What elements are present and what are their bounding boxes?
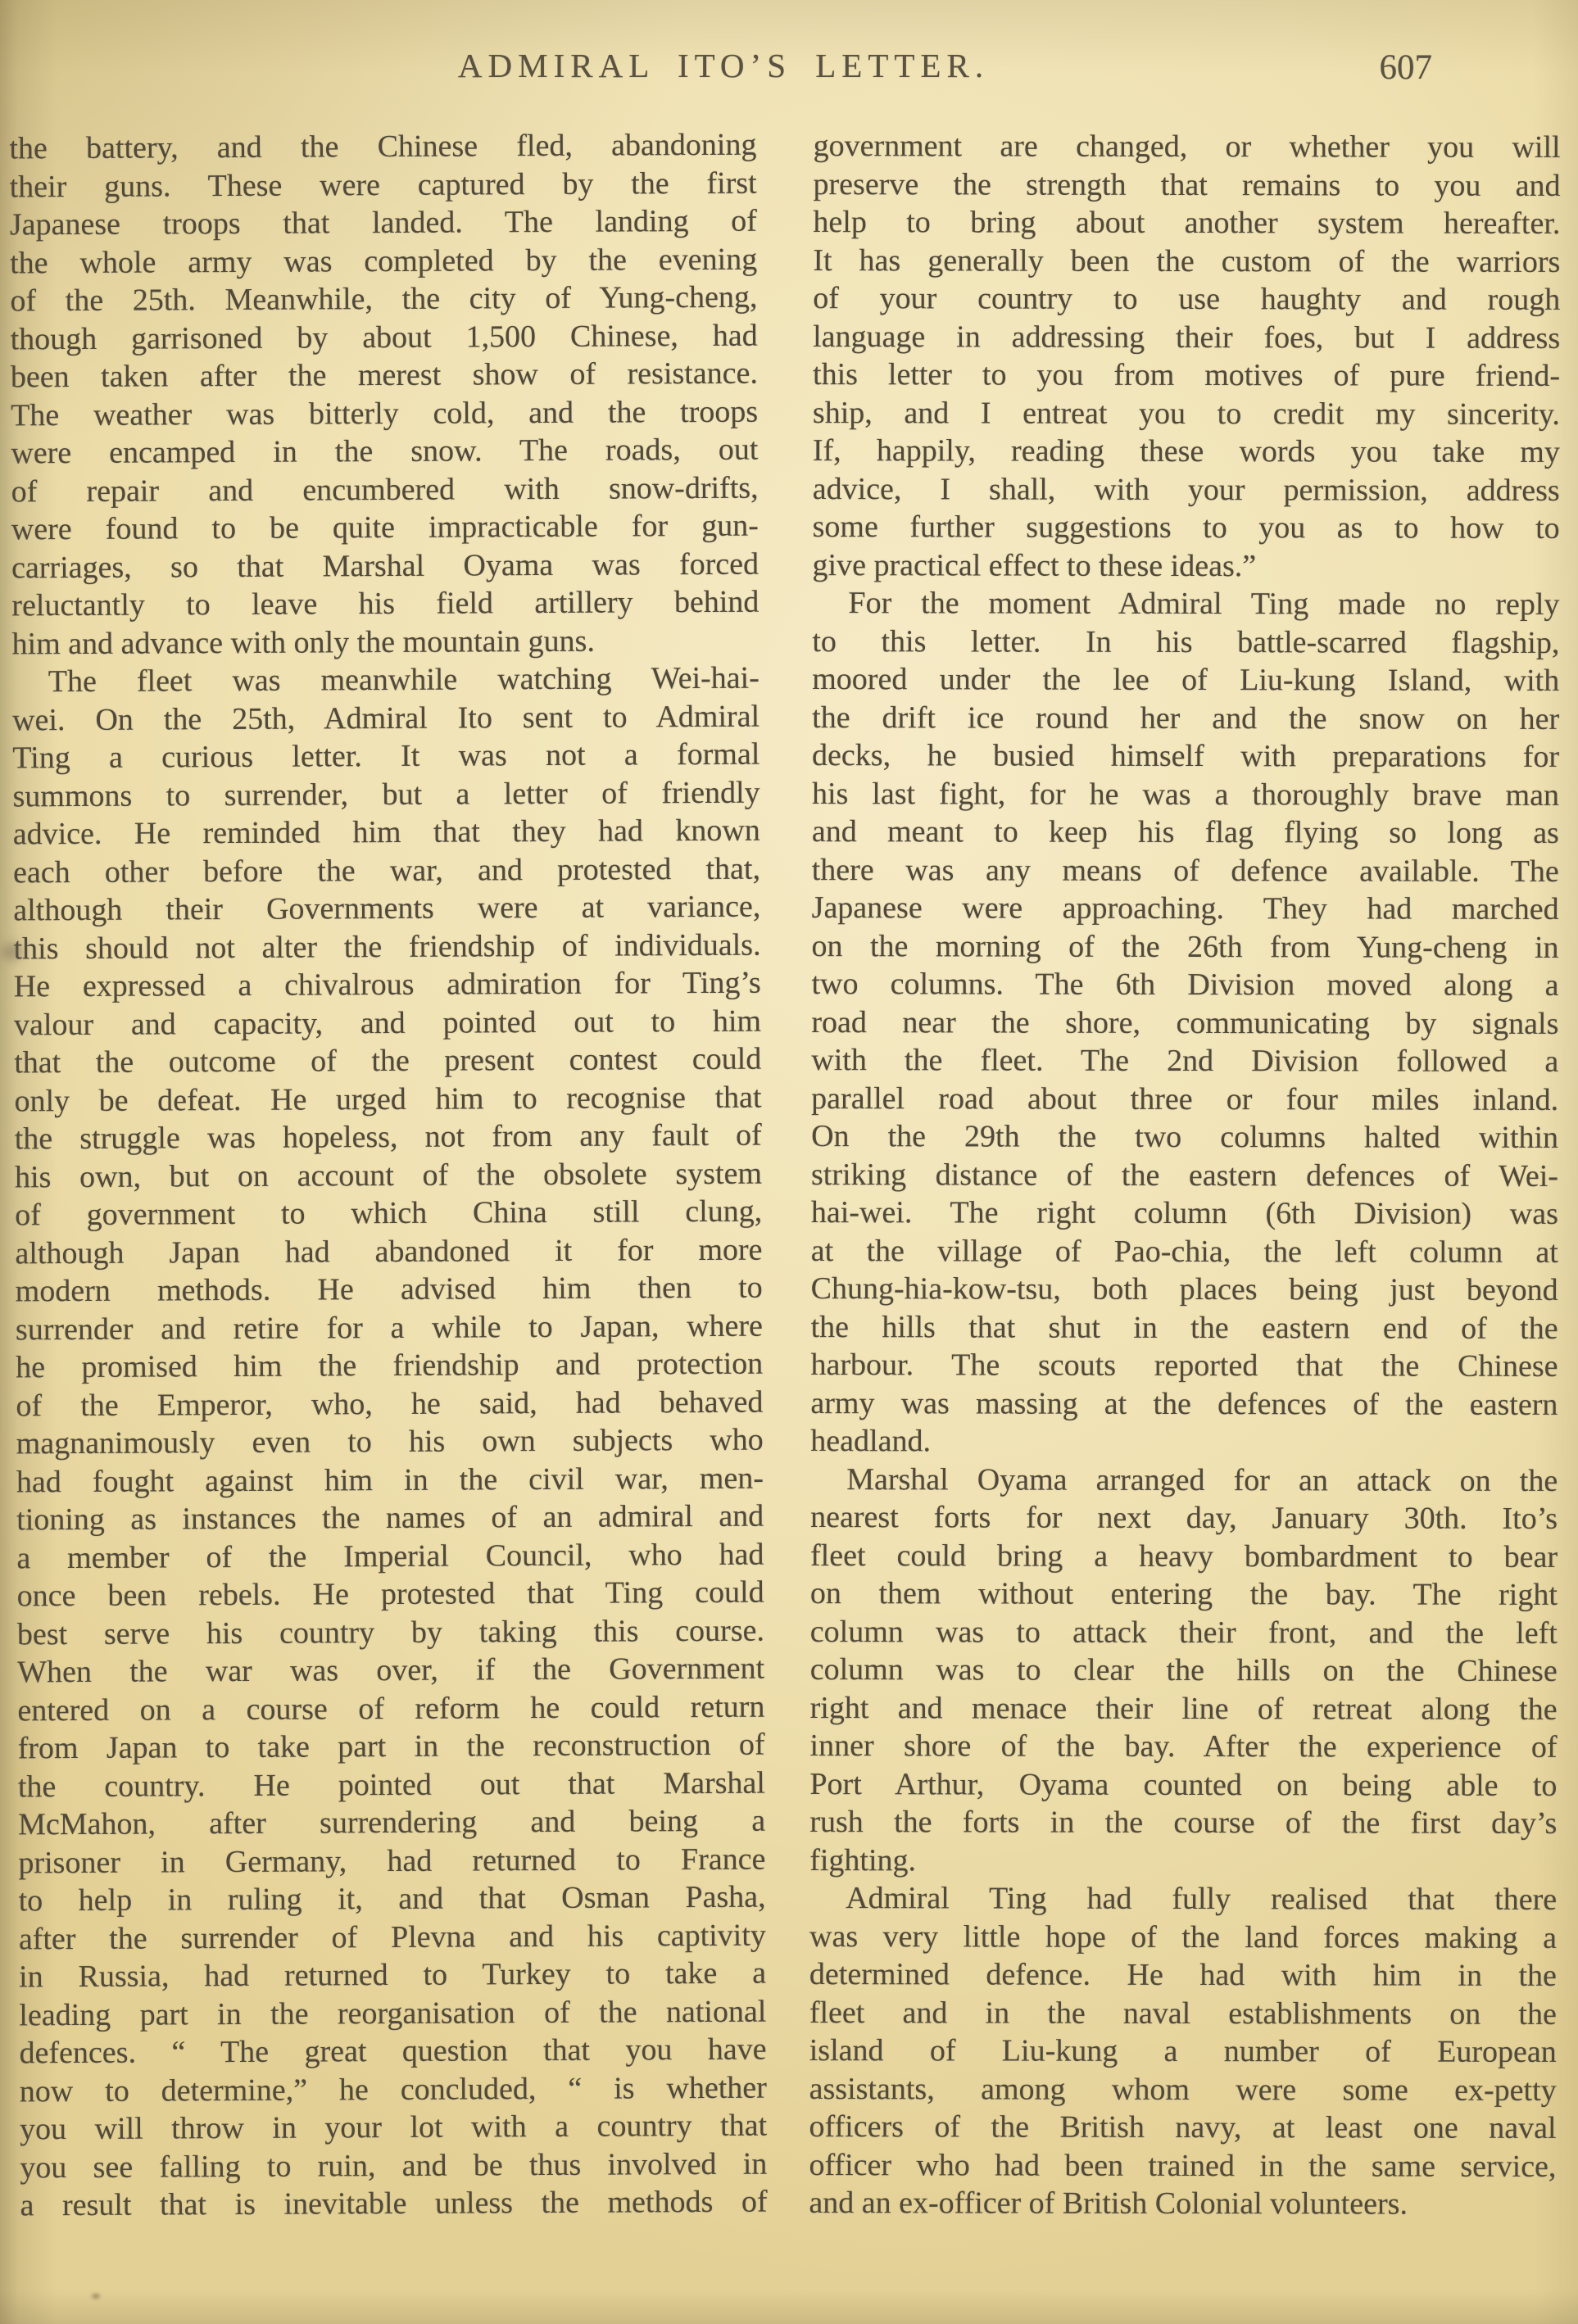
- text-line: entered on a course of reform he could return: [17, 1689, 765, 1728]
- text-line: were encamped in the snow. The roads, out: [11, 432, 759, 471]
- text-line: the battery, and the Chinese fled, abandoning: [9, 127, 757, 166]
- text-line: the hills that shut in the eastern end of the: [810, 1309, 1558, 1346]
- text-line: the whole army was completed by the evening: [10, 242, 758, 280]
- text-line: some further suggestions to you as to how to: [812, 510, 1560, 546]
- text-line: fleet could bring a heavy bombardment to bear: [809, 1538, 1558, 1574]
- text-line: valour and capacity, and pointed out to him: [13, 1003, 762, 1042]
- text-line: you see falling to ruin, and be thus involved in: [20, 2146, 768, 2185]
- text-line: nearest forts for next day, January 30th. Ito’s: [810, 1500, 1558, 1536]
- text-line: McMahon, after surrendering and being a: [18, 1803, 766, 1842]
- text-line: right and menace their line of retreat along the: [809, 1690, 1558, 1727]
- text-line: On the 29th the two columns halted within: [811, 1119, 1559, 1155]
- text-line: now to determine,” he concluded, “ is whether: [19, 2070, 767, 2109]
- text-column-left: [9, 126, 767, 2225]
- text-line: hai-wei. The right column (6th Division) was: [810, 1195, 1558, 1231]
- text-line: a member of the Imperial Council, who had: [16, 1537, 764, 1575]
- text-line: inner shore of the bay. After the experience of: [809, 1728, 1558, 1765]
- text-line: and an ex-officer of British Colonial volunteers.: [809, 2186, 1408, 2222]
- text-line: reluctantly to leave his field artillery behind: [11, 584, 760, 623]
- text-line: headland.: [810, 1424, 932, 1459]
- text-line: rush the forts in the course of the first day’s: [809, 1805, 1558, 1841]
- text-line: to help in ruling it, and that Osman Pasha,: [18, 1879, 766, 1919]
- text-line: Ting a curious letter. It was not a formal: [12, 736, 760, 776]
- text-line: at the village of Pao-chia, the left column at: [810, 1233, 1558, 1270]
- ink-smudge: [2, 944, 23, 960]
- text-line: help to bring about another system hereafter.: [813, 205, 1561, 241]
- text-line: been taken after the merest show of resistance.: [10, 356, 758, 395]
- text-line: surrender and retire for a while to Japan, where: [15, 1308, 764, 1347]
- text-line: that the outcome of the present contest could: [14, 1041, 762, 1080]
- text-line: once been rebels. He protested that Ting could: [16, 1574, 764, 1614]
- text-line: of the Emperor, who, he said, had behaved: [16, 1384, 764, 1423]
- text-line: this letter to you from motives of pure friend-: [813, 357, 1561, 393]
- text-line: of your country to use haughty and rough: [813, 281, 1561, 317]
- text-line: harbour. The scouts reported that the Chinese: [810, 1348, 1558, 1384]
- text-line: there was any means of defence available. The: [811, 852, 1559, 889]
- text-line: If, happily, reading these words you take my: [812, 433, 1560, 469]
- text-line: had fought against him in the civil war, men-: [16, 1461, 764, 1499]
- text-line: a result that is inevitable unless the methods of: [20, 2184, 768, 2223]
- text-line: For the moment Admiral Ting made no reply: [848, 586, 1560, 622]
- text-line: modern methods. He advised him then to: [15, 1270, 763, 1309]
- text-line: him and advance with only the mountain guns.: [11, 623, 596, 661]
- text-line: in Russia, had returned to Turkey to take a: [19, 1955, 767, 1995]
- text-line: each other before the war, and protested that,: [12, 851, 761, 890]
- text-line: decks, he busied himself with preparations for: [812, 738, 1560, 774]
- text-line: defences. “ The great question that you have: [19, 2032, 767, 2071]
- text-line: two columns. The 6th Division moved along a: [811, 967, 1559, 1003]
- text-line: It has generally been the custom of the warriors: [813, 242, 1561, 279]
- text-line: Chung-hia-kow-tsu, both places being just beyond: [810, 1271, 1558, 1307]
- text-line: give practical effect to these ideas.”: [812, 547, 1257, 583]
- text-line: and meant to keep his flag flying so long as: [811, 814, 1559, 850]
- text-line: of government to which China still clung,: [15, 1194, 763, 1233]
- text-line: preserve the strength that remains to you and: [813, 166, 1561, 203]
- text-line: officer who had been trained in the same service,: [809, 2147, 1557, 2184]
- text-line: on the morning of the 26th from Yung-cheng in: [811, 928, 1559, 965]
- text-line: prisoner in Germany, had returned to France: [18, 1842, 766, 1880]
- text-line: his last fight, for he was a thoroughly brave man: [811, 776, 1560, 813]
- text-line: road near the shore, communicating by signals: [811, 1004, 1559, 1041]
- text-line: Japanese troops that landed. The landing of: [9, 203, 758, 242]
- text-line: advice, I shall, with your permission, address: [812, 471, 1560, 508]
- page-header: [0, 46, 1578, 95]
- text-line: although their Governments were at variance,: [13, 889, 761, 928]
- text-line: officers of the British navy, at least one naval: [809, 2109, 1557, 2145]
- text-line: though garrisoned by about 1,500 Chinese, had: [10, 318, 758, 356]
- text-line: on them without entering the bay. The right: [809, 1576, 1558, 1612]
- text-line: this should not alter the friendship of individuals.: [13, 927, 761, 966]
- text-line: When the war was over, if the Government: [17, 1651, 765, 1690]
- text-line: magnanimously even to his own subjects who: [16, 1422, 764, 1461]
- text-line: determined defence. He had with him in the: [809, 1957, 1557, 1993]
- running-title: ADMIRAL ITO’S LETTER.: [457, 47, 990, 84]
- text-line: were found to be quite impracticable for gun-: [11, 508, 759, 547]
- text-line: Admiral Ting had fully realised that there: [846, 1881, 1558, 1917]
- text-line: language in addressing their foes, but I address: [813, 319, 1561, 356]
- text-line: his own, but on account of the obsolete system: [14, 1156, 763, 1194]
- text-line: advice. He reminded him that they had known: [12, 813, 760, 852]
- text-line: was very little hope of the land forces making a: [809, 1919, 1558, 1955]
- text-line: Japanese were approaching. They had marched: [811, 890, 1559, 926]
- text-line: Marshal Oyama arranged for an attack on the: [846, 1461, 1558, 1498]
- text-line: leading part in the reorganisation of the national: [19, 1994, 767, 2032]
- page-number: 607: [1379, 48, 1432, 87]
- text-line: tioning as instances the names of an admiral and: [16, 1498, 764, 1538]
- text-line: with the fleet. The 2nd Division followed a: [811, 1043, 1559, 1079]
- text-line: fighting.: [809, 1842, 917, 1878]
- text-line: their guns. These were captured by the first: [9, 165, 757, 204]
- text-line: The fleet was meanwhile watching Wei-hai-: [48, 660, 760, 700]
- paper-speck: [92, 2294, 100, 2299]
- text-line: of repair and encumbered with snow-drifts,: [11, 470, 759, 509]
- text-line: of the 25th. Meanwhile, the city of Yung-cheng,: [10, 279, 758, 319]
- text-line: The weather was bitterly cold, and the troops: [11, 394, 759, 433]
- text-line: carriages, so that Marshal Oyama was forced: [11, 546, 760, 585]
- text-line: He expressed a chivalrous admiration for Ting’s: [13, 965, 761, 1004]
- text-line: column was to clear the hills on the Chinese: [809, 1652, 1558, 1688]
- text-line: to this letter. In his battle-scarred flagship,: [812, 623, 1560, 660]
- text-line: government are changed, or whether you will: [813, 129, 1561, 165]
- text-line: ship, and I entreat you to credit my sincerity.: [812, 395, 1560, 432]
- text-line: after the surrender of Plevna and his captivity: [18, 1918, 766, 1956]
- text-line: best serve his country by taking this course.: [16, 1613, 765, 1651]
- text-line: moored under the lee of Liu-kung Island, with: [812, 662, 1560, 698]
- text-line: you will throw in your lot with a country that: [19, 2108, 768, 2147]
- text-line: the struggle was hopeless, not from any fault of: [14, 1117, 762, 1157]
- text-line: wei. On the 25th, Admiral Ito sent to Admiral: [11, 699, 760, 737]
- text-line: from Japan to take part in the reconstruction of: [17, 1727, 765, 1766]
- text-line: island of Liu-kung a number of European: [809, 2033, 1557, 2069]
- text-line: although Japan had abandoned it for more: [15, 1232, 763, 1271]
- text-line: fleet and in the naval establishments on the: [809, 1995, 1557, 2032]
- text-line: only be defeat. He urged him to recognise that: [14, 1080, 762, 1118]
- text-line: Port Arthur, Oyama counted on being able to: [809, 1766, 1558, 1803]
- text-column-right: [809, 127, 1560, 2223]
- text-line: the drift ice round her and the snow on her: [812, 700, 1560, 736]
- text-line: summons to surrender, but a letter of friendly: [12, 775, 760, 813]
- text-line: army was massing at the defences of the eastern: [810, 1385, 1558, 1422]
- text-line: parallel road about three or four miles inland.: [811, 1080, 1559, 1117]
- text-line: he promised him the friendship and protection: [16, 1346, 764, 1385]
- text-line: the country. He pointed out that Marshal: [17, 1765, 765, 1804]
- text-line: striking distance of the eastern defences of Wei-: [810, 1157, 1559, 1194]
- text-line: column was to attack their front, and the left: [809, 1614, 1558, 1651]
- text-line: assistants, among whom were some ex-petty: [809, 2071, 1557, 2108]
